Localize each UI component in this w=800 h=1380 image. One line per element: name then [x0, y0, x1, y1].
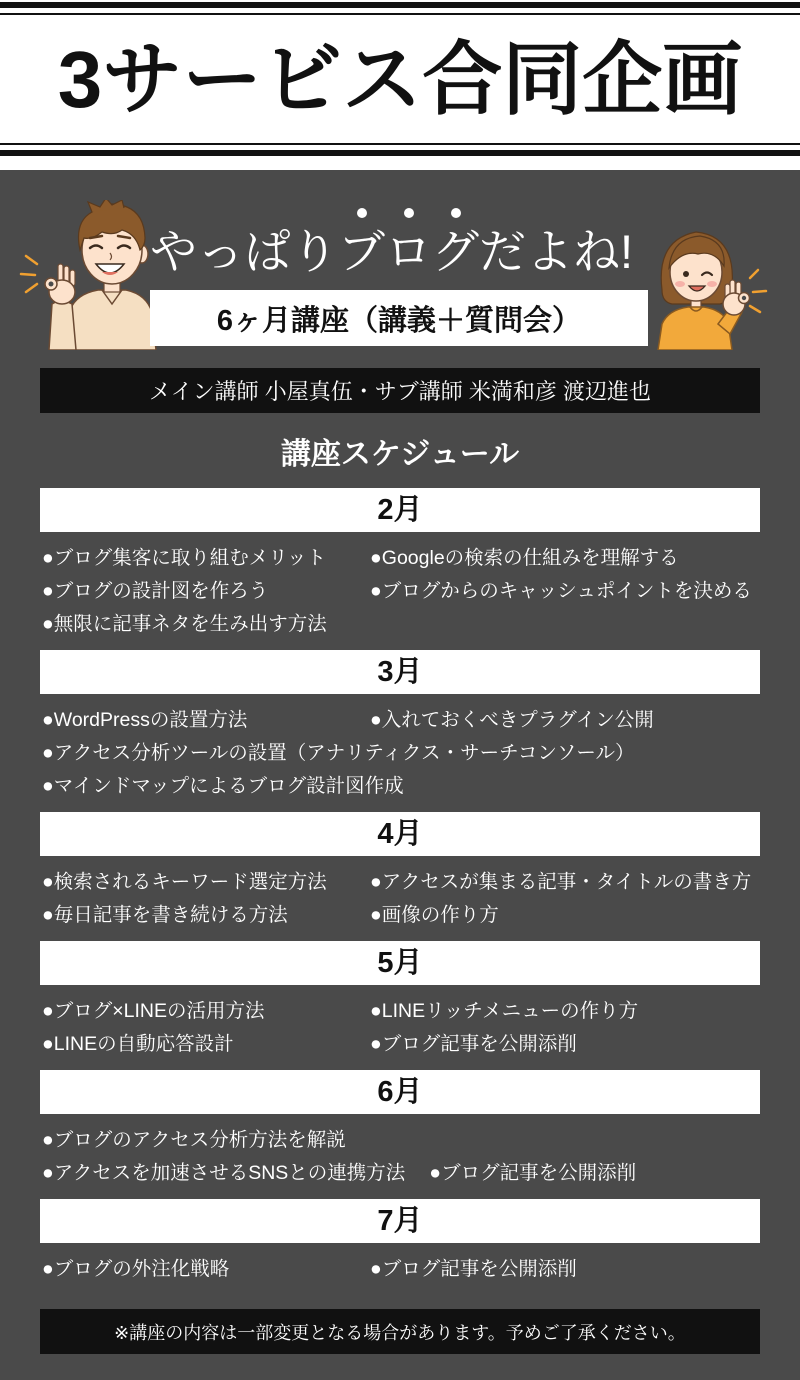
catchphrase-before: やっぱり [150, 225, 338, 278]
emphasis-dot [357, 208, 367, 218]
instructors-bar [40, 368, 760, 413]
topic-item: ●ブログの設計図を作ろう [42, 580, 269, 602]
sparkle-icon [750, 270, 766, 312]
topic-item: ●Googleの検索の仕組みを理解する [370, 547, 679, 569]
topic-item: ●ブログからのキャッシュポイントを決める [370, 580, 752, 602]
emphasis-dot [404, 208, 414, 218]
topic-row [42, 995, 760, 1028]
topic-row [42, 737, 760, 770]
topic-row [42, 575, 760, 608]
topic-item: ●アクセスを加速させるSNSとの連携方法 [42, 1162, 406, 1184]
month-label: 4月 [40, 812, 760, 856]
topic-item: ●LINEリッチメニューの作り方 [370, 1000, 639, 1022]
topic-row [42, 1124, 760, 1157]
schedule-list [40, 488, 760, 1295]
header-rule-thick [0, 2, 800, 8]
month-label: 7月 [40, 1199, 760, 1243]
topic-list [40, 1253, 760, 1286]
topic-row [42, 1157, 760, 1190]
month-section [40, 650, 760, 803]
course-label-box [150, 290, 648, 346]
topic-list [40, 704, 760, 803]
catchphrase-after: だよね! [479, 225, 634, 278]
month-section [40, 1199, 760, 1286]
topic-item: ●アクセスが集まる記事・タイトルの書き方 [370, 871, 752, 893]
man-head [79, 200, 149, 284]
month-section [40, 488, 760, 641]
woman-body [658, 307, 732, 350]
sparkle-icon [21, 256, 37, 292]
topic-row [42, 1253, 760, 1286]
topic-row [42, 770, 760, 803]
topic-list [40, 542, 760, 641]
topic-list [40, 995, 760, 1061]
topic-item: ●ブログの外注化戦略 [42, 1258, 230, 1280]
topic-item: ●マインドマップによるブログ設計図作成 [42, 775, 404, 797]
header-rule-thick [0, 150, 800, 156]
topic-list [40, 866, 760, 932]
catchphrase-emphasis-text: ブログ [338, 225, 479, 278]
emphasis-dots [338, 208, 479, 218]
topic-item: ●ブログのアクセス分析方法を解説 [42, 1129, 346, 1151]
man-arm [45, 264, 76, 350]
schedule-heading: 講座スケジュール [280, 438, 520, 471]
topic-row [42, 542, 760, 575]
month-section [40, 1070, 760, 1190]
month-label: 2月 [40, 488, 760, 532]
topic-item: ●アクセス分析ツールの設置（アナリティクス・サーチコンソール） [42, 742, 635, 764]
man-ok-sign-icon [18, 200, 158, 350]
topic-item: ●無限に記事ネタを生み出す方法 [42, 613, 327, 635]
emphasis-dot [451, 208, 461, 218]
topic-item: ●入れておくべきプラグイン公開 [370, 709, 654, 731]
topic-row [42, 608, 760, 641]
topic-row [42, 1028, 760, 1061]
catchphrase [150, 222, 633, 282]
topic-item: ●画像の作り方 [370, 904, 499, 926]
month-section [40, 941, 760, 1061]
topic-row [42, 704, 760, 737]
footer-note-bar [40, 1309, 760, 1354]
topic-item: ●毎日記事を書き続ける方法 [42, 904, 288, 926]
instructors-text: メイン講師 小屋真伍・サブ講師 米満和彦 渡辺進也 [149, 379, 651, 404]
catchphrase-emphasis [338, 222, 479, 282]
topic-item: ●WordPressの設置方法 [42, 709, 248, 731]
month-label: 5月 [40, 941, 760, 985]
topic-item: ●LINEの自動応答設計 [42, 1033, 234, 1055]
topic-item: ●ブログ記事を公開添削 [370, 1033, 577, 1055]
page-title: 3サービス合同企画 [57, 35, 743, 124]
topic-row [42, 899, 760, 932]
course-label: 6ヶ月講座（講義＋質問会） [216, 304, 582, 337]
month-label: 3月 [40, 650, 760, 694]
woman-head [661, 232, 732, 308]
topic-item: ●ブログ集客に取り組むメリット [42, 547, 326, 569]
man-body [66, 276, 156, 350]
topic-item: ●ブログ記事を公開添削 [370, 1258, 577, 1280]
topic-row [42, 866, 760, 899]
topic-item: ●ブログ×LINEの活用方法 [42, 1000, 265, 1022]
topic-item: ●検索されるキーワード選定方法 [42, 871, 327, 893]
month-label: 6月 [40, 1070, 760, 1114]
header-rule-thin [0, 143, 800, 145]
topic-list [40, 1124, 760, 1190]
header-rule-thin [0, 13, 800, 15]
footer-note: ※講座の内容は一部変更となる場合があります。予めご了承ください。 [114, 1322, 686, 1343]
woman-ok-sign-icon [650, 220, 770, 350]
topic-item: ●ブログ記事を公開添削 [429, 1162, 637, 1184]
month-section [40, 812, 760, 932]
